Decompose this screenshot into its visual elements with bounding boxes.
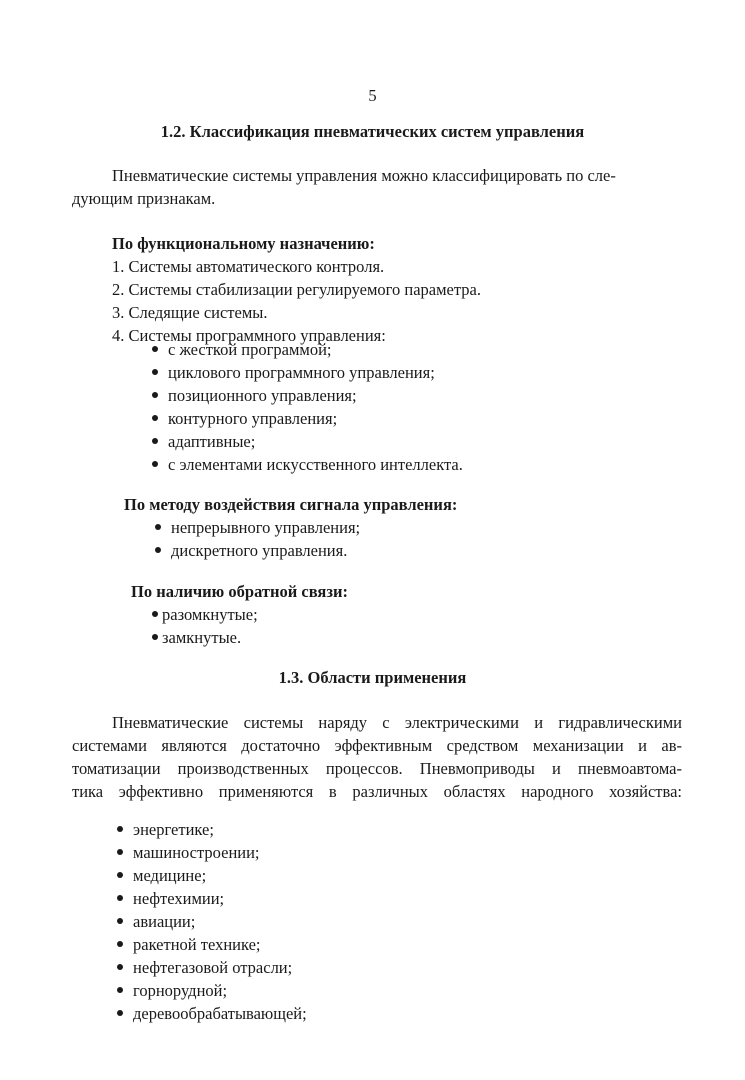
list-item	[117, 843, 260, 863]
intro-line-2: дующим признакам.	[72, 189, 216, 208]
method-heading: По методу воздействия сигнала управления:	[124, 495, 458, 514]
bullet-icon	[155, 547, 161, 553]
list-item-text: энергетике;	[133, 820, 214, 839]
list-item-text: замкнутые.	[162, 628, 242, 647]
list-item	[117, 981, 227, 1001]
bullet-icon	[117, 826, 123, 832]
bullet-icon	[152, 611, 158, 617]
bullet-icon	[117, 1010, 123, 1016]
list-item-text: контурного управления;	[168, 409, 338, 428]
functional-item: 2. Системы стабилизации регулируемого параметра.	[112, 280, 481, 299]
page-number: 5	[368, 86, 377, 105]
list-item-text: с элементами искусственного интеллекта.	[168, 455, 463, 474]
list-item	[155, 541, 347, 561]
list-item-text: непрерывного управления;	[171, 518, 361, 537]
list-item	[117, 820, 214, 840]
list-item-text: с жесткой программой;	[168, 340, 332, 359]
bullet-icon	[117, 918, 123, 924]
list-item	[152, 386, 357, 406]
functional-item: 3. Следящие системы.	[112, 303, 268, 322]
bullet-icon	[152, 634, 158, 640]
functional-item: 1. Системы автоматического контроля.	[112, 257, 385, 276]
bullet-icon	[117, 872, 123, 878]
bullet-icon	[152, 392, 158, 398]
list-item-text: разомкнутые;	[162, 605, 258, 624]
feedback-heading: По наличию обратной связи:	[131, 582, 348, 601]
paragraph-line: системами являются достаточно эффективным средством механизации и ав-	[72, 736, 682, 755]
functional-heading: По функциональному назначению:	[112, 234, 375, 253]
bullet-icon	[152, 415, 158, 421]
list-item-text: циклового программного управления;	[168, 363, 435, 382]
list-item-text: адаптивные;	[168, 432, 256, 451]
bullet-icon	[117, 941, 123, 947]
bullet-icon	[117, 964, 123, 970]
list-item	[155, 518, 360, 538]
functional-item: 4. Системы программного управления:	[112, 326, 386, 345]
bullet-icon	[152, 369, 158, 375]
section-1-2-title: 1.2. Классификация пневматических систем управления	[160, 122, 585, 141]
list-item	[117, 1004, 307, 1024]
list-item-text: позиционного управления;	[168, 386, 357, 405]
section-1-3-title: 1.3. Области применения	[278, 668, 467, 687]
bullet-icon	[117, 849, 123, 855]
bullet-icon	[117, 895, 123, 901]
list-item	[152, 409, 337, 429]
list-item	[117, 889, 224, 909]
list-item	[152, 363, 435, 383]
list-item	[152, 432, 255, 452]
list-item-text: горнорудной;	[133, 981, 228, 1000]
list-item	[117, 958, 292, 978]
list-item-text: деревообрабатывающей;	[133, 1004, 307, 1023]
list-item	[152, 628, 241, 648]
bullet-icon	[152, 461, 158, 467]
list-item-text: ракетной технике;	[133, 935, 261, 954]
list-item	[117, 912, 195, 932]
list-item-text: нефтегазовой отрасли;	[133, 958, 293, 977]
bullet-icon	[152, 438, 158, 444]
bullet-icon	[152, 346, 158, 352]
list-item-text: медицине;	[133, 866, 207, 885]
intro-line-1: Пневматические системы управления можно классифицировать по сле-	[112, 166, 616, 185]
bullet-icon	[117, 987, 123, 993]
list-item	[117, 935, 261, 955]
paragraph-line: Пневматические системы наряду с электрическими и гидравлическими	[112, 713, 682, 732]
list-item	[152, 340, 332, 360]
list-item-text: машиностроении;	[133, 843, 260, 862]
list-item-text: нефтехимии;	[133, 889, 225, 908]
list-item	[117, 866, 206, 886]
list-item	[152, 605, 258, 625]
list-item-text: авиации;	[133, 912, 196, 931]
list-item-text: дискретного управления.	[171, 541, 348, 560]
bullet-icon	[155, 524, 161, 530]
paragraph-line: томатизации производственных процессов. Пневмоприводы и пневмоавтома-	[72, 759, 682, 778]
list-item	[152, 455, 463, 475]
paragraph-line: тика эффективно применяются в различных областях народного хозяйства:	[72, 782, 682, 801]
